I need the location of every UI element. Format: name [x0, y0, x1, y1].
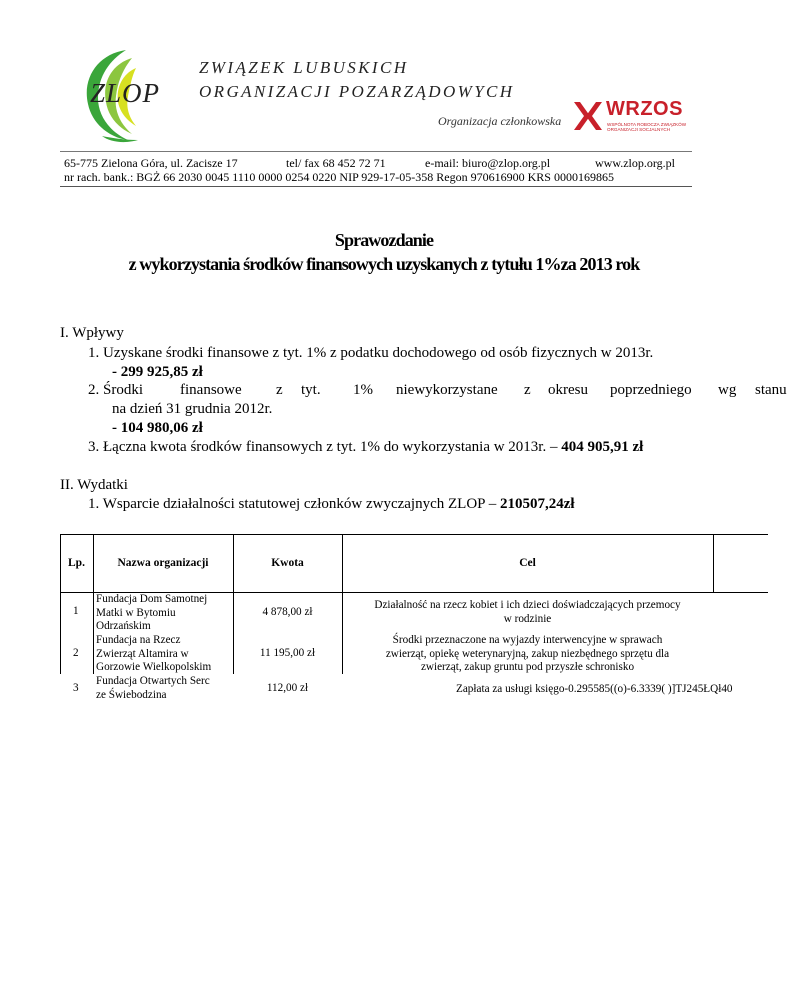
row1-goal	[342, 599, 713, 626]
row3-name-line: ze Świebodzina	[96, 688, 167, 701]
address: 65-775 Zielona Góra, ul. Zacisze 17	[64, 156, 238, 170]
expenses-heading: II. Wydatki	[60, 477, 128, 493]
income-item2-word: finansowe	[180, 382, 242, 398]
member-note: Organizacja członkowska	[438, 114, 562, 128]
income-item2-word: z	[276, 382, 283, 398]
wrzos-subtext-line1: WSPÓLNOTA ROBOCZA ZWIĄZKÓW	[607, 122, 687, 127]
income-item2-amount: - 104 980,06 zł	[112, 420, 203, 436]
document-subtitle: z wykorzystania środków finansowych uzyskanych z tytułu 1%za 2013 rok	[128, 254, 640, 274]
income-item2-word: z	[524, 382, 531, 398]
row1-goal-line: Działalność na rzecz kobiet i ich dzieci doświadczających przemocy	[374, 599, 681, 611]
org-name-line2: ORGANIZACJI POZARZĄDOWYCH	[199, 82, 515, 101]
row1-name-line: Matki w Bytomiu	[96, 606, 176, 619]
row1-goal-line: w rodzinie	[503, 612, 552, 625]
row2-name-line: Fundacja na Rzecz	[96, 634, 181, 646]
row2-goal-line: Środki przeznaczone na wyjazdy interwencyjne w sprawach	[392, 634, 663, 646]
email[interactable]: e-mail: biuro@zlop.org.pl	[425, 156, 551, 170]
income-item2-word: okresu	[548, 382, 588, 398]
row1-lp: 1	[73, 605, 79, 617]
income-item2-word: niewykorzystane	[396, 382, 498, 398]
income-item2-word: tyt.	[301, 382, 321, 398]
row3-goal: Zapłata za usługi księgo-0.295585((o)-6.3339( )]TJ245ŁQł40	[456, 683, 733, 695]
row1-name-line: Odrzańskim	[96, 620, 151, 632]
table-header-goal: Cel	[519, 557, 536, 569]
income-item3-amount: 404 905,91 zł	[561, 439, 644, 455]
income-item1: 1. Uzyskane środki finansowe z tyt. 1% z podatku dochodowego od osób fizycznych w 2013r.	[88, 345, 654, 361]
logo-text: ZLOP	[90, 78, 161, 108]
row2-goal-line: zwierząt, opiekę weterynaryjną, zakup niezbędnego sprzętu dla	[385, 647, 670, 660]
row2-goal-line: zwierząt, zakup gruntu pod przyszłe schronisko	[420, 661, 635, 673]
row2-goal	[342, 634, 713, 675]
income-item2-word: poprzedniego	[610, 382, 692, 398]
row1-amount: 4 878,00 zł	[262, 606, 313, 618]
income-item2-word: stanu	[755, 382, 787, 398]
table-header-amount: Kwota	[271, 557, 304, 569]
row2-amount: 11 195,00 zł	[259, 647, 316, 659]
income-item2-word: wg	[718, 382, 737, 398]
table-header-name: Nazwa organizacji	[117, 557, 209, 569]
row2-lp: 2	[73, 647, 79, 659]
document-title: Sprawozdanie	[334, 230, 434, 250]
row2-name-line: Zwierząt Altamira w	[96, 647, 189, 660]
row3-lp: 3	[73, 682, 79, 694]
table-col-divider	[93, 534, 94, 674]
org-name-line1: ZWIĄZEK LUBUSKICH	[199, 58, 409, 77]
income-item2-word: 2. Środki	[88, 382, 144, 398]
row2-name-line: Gorzowie Wielkopolskim	[96, 661, 212, 673]
table-header-lp: Lp.	[68, 557, 85, 569]
row3-name-line: Fundacja Otwartych Serc	[96, 675, 210, 687]
row3-amount: 112,00 zł	[266, 682, 309, 694]
expenses-item1-amount: 210507,24zł	[499, 496, 575, 512]
expenses-item1-text: 1. Wsparcie działalności statutowej członków zwyczajnych ZLOP –	[88, 496, 500, 512]
table-border-left	[60, 534, 61, 674]
wrzos-subtext-line2: ORGANIZACJI SOCJALNYCH	[607, 127, 671, 132]
row1-name-line: Fundacja Dom Samotnej	[96, 593, 208, 605]
income-item3-text: 3. Łączna kwota środków finansowych z tyt. 1% do wykorzystania w 2013r. –	[88, 439, 562, 455]
phone: tel/ fax 68 452 72 71	[286, 156, 386, 170]
income-item1-amount: - 299 925,85 zł	[112, 364, 203, 380]
wrzos-logo-text: WRZOS	[606, 98, 683, 120]
table-col-divider	[713, 534, 714, 592]
income-item2-word: 1%	[353, 382, 373, 398]
table-border-top	[60, 534, 768, 535]
row1-name	[96, 593, 207, 634]
contact-line2: nr rach. bank.: BGŻ 66 2030 0045 1110 0000 0254 0220 NIP 929-17-05-358 Regon 970616900 KRS 0000169865	[64, 170, 614, 184]
income-item2-line2: na dzień 31 grudnia 2012r.	[112, 401, 273, 417]
row2-name	[96, 634, 211, 675]
website[interactable]: www.zlop.org.pl	[595, 156, 675, 170]
income-heading: I. Wpływy	[60, 325, 124, 341]
row3-name	[96, 675, 210, 702]
